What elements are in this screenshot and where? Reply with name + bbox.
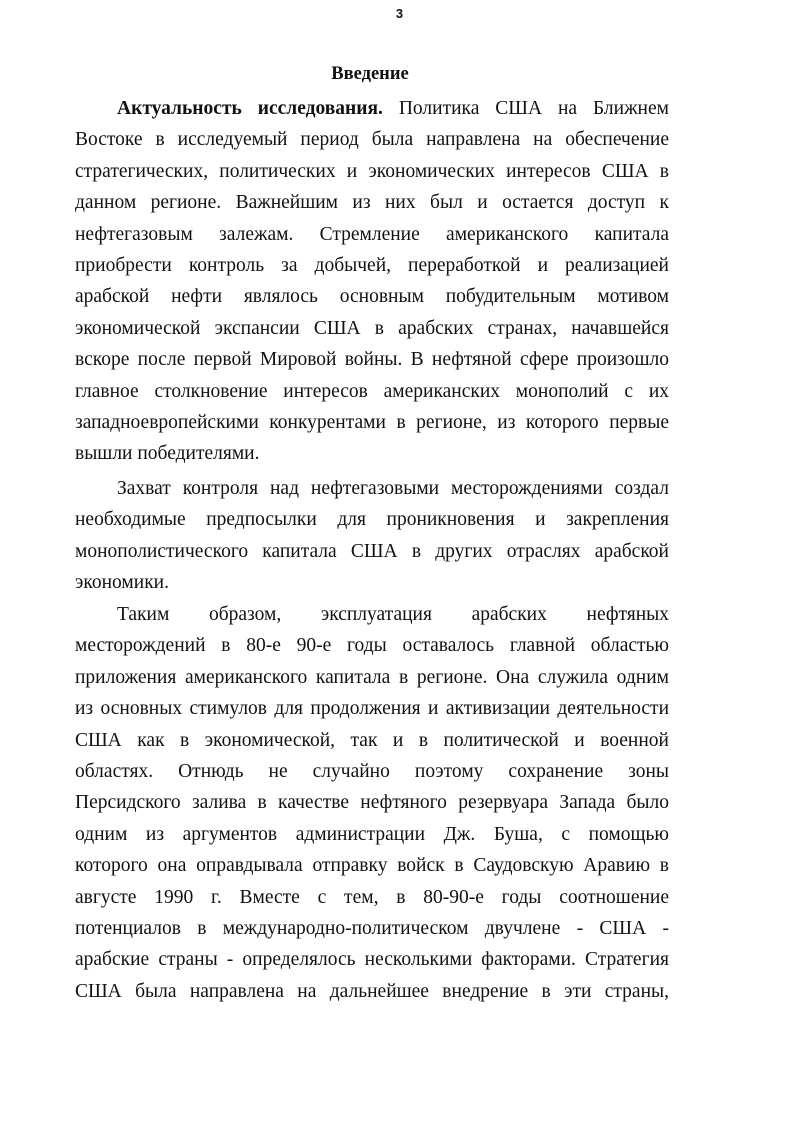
paragraph-line: Захват контроля над нефтегазовыми месторождениями создал <box>117 478 669 499</box>
lead-phrase: Актуальность исследования. <box>117 98 383 119</box>
paragraph-line: экономической экспансии США в арабских странах, начавшейся <box>75 317 669 339</box>
paragraph-exploitation <box>75 599 669 1007</box>
paragraph-line: потенциалов в международно-политическом двучлене - США - <box>75 917 669 939</box>
paragraph-line: которого она оправдывала отправку войск в Саудовскую Аравию в <box>75 855 669 877</box>
paragraph-line: месторождений в 80-е 90-е годы оставалось главной областью <box>75 635 669 657</box>
paragraph-line-text: Политика США на Ближнем <box>382 98 669 119</box>
paragraph-line: Персидского залива в качестве нефтяного резервуара Запада было <box>75 792 669 814</box>
paragraph-line: экономики. <box>75 572 169 594</box>
paragraph-line: вышли победителями. <box>75 443 260 465</box>
paragraph-line: западноевропейскими конкурентами в регионе, из которого первые <box>75 411 669 433</box>
paragraph-line: Востоке в исследуемый период была направлена на обеспечение <box>75 129 669 151</box>
paragraph-oil-control <box>75 473 669 599</box>
paragraph-line: нефтегазовым залежам. Стремление американского капитала <box>75 223 669 245</box>
page-number: 3 <box>395 6 404 21</box>
paragraph-line: областях. Отнюдь не случайно поэтому сохранение зоны <box>75 760 669 782</box>
paragraph-relevance <box>75 93 669 470</box>
paragraph-line: монополистического капитала США в других отраслях арабской <box>75 540 669 562</box>
paragraph-line: стратегических, политических и экономических интересов США в <box>75 160 669 182</box>
paragraph-line: главное столкновение интересов американских монополий с их <box>75 380 669 402</box>
paragraph-line <box>75 93 669 124</box>
paragraph-line: арабские страны - определялось несколькими факторами. Стратегия <box>75 949 669 971</box>
paragraph-line: приложения американского капитала в регионе. Она служила одним <box>75 666 669 688</box>
paragraph-line: Таким образом, эксплуатация арабских нефтяных <box>117 604 669 625</box>
paragraph-line: одним из аргументов администрации Дж. Буша, с помощью <box>75 823 669 845</box>
paragraph-line: США как в экономической, так и в политической и военной <box>75 729 669 751</box>
paragraph-line: приобрести контроль за добычей, переработкой и реализацией <box>75 254 669 276</box>
paragraph-line: США была направлена на дальнейшее внедрение в эти страны, <box>75 980 669 1002</box>
paragraph-line: необходимые предпосылки для проникновения и закрепления <box>75 509 669 531</box>
paragraph-line: августе 1990 г. Вместе с тем, в 80-90-е годы соотношение <box>75 886 669 908</box>
paragraph-line: из основных стимулов для продолжения и активизации деятельности <box>75 698 669 720</box>
paragraph-line: данном регионе. Важнейшим из них был и остается доступ к <box>75 192 669 214</box>
section-heading: Введение <box>331 64 409 84</box>
paragraph-line: вскоре после первой Мировой войны. В нефтяной сфере произошло <box>75 349 669 371</box>
paragraph-line: арабской нефти являлось основным побудительным мотивом <box>75 286 669 308</box>
